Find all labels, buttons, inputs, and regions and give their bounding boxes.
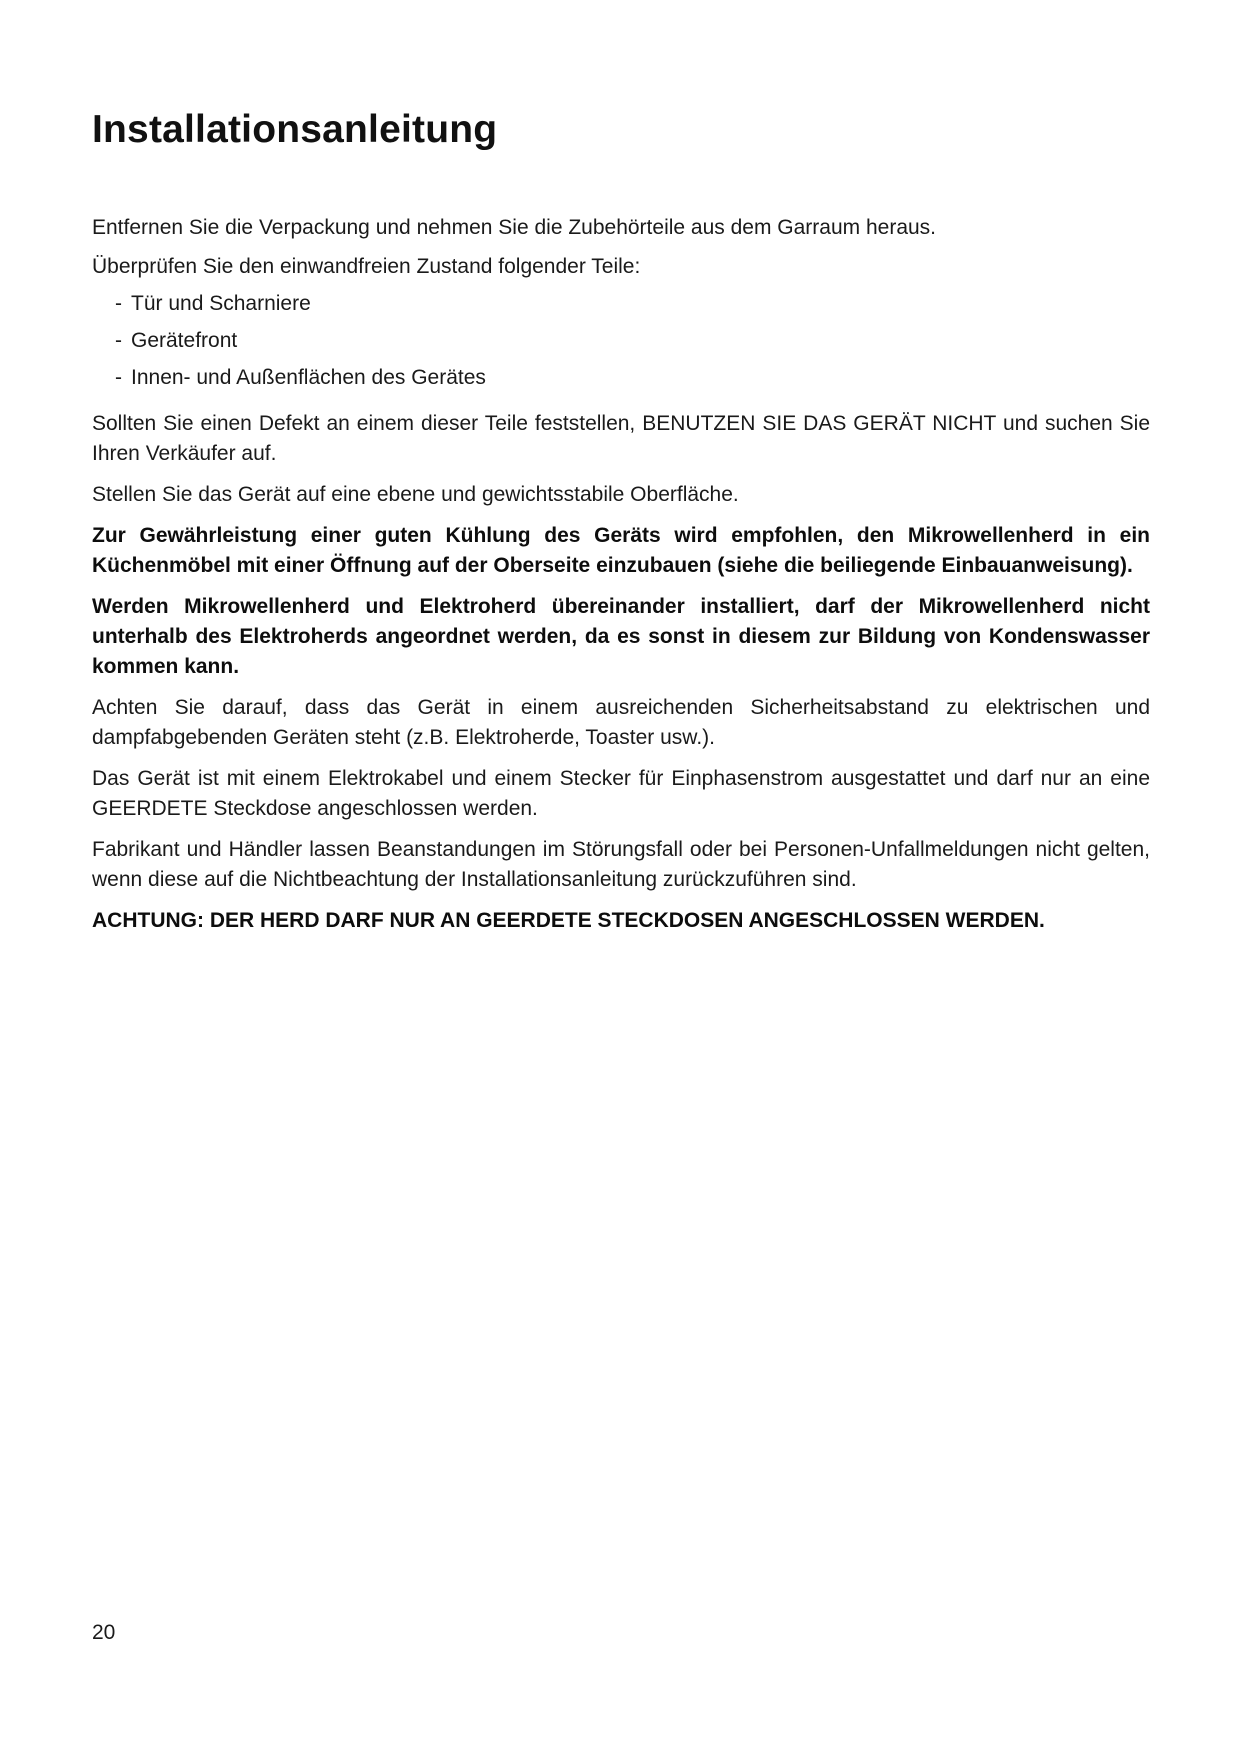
paragraph-defect-warning: Sollten Sie einen Defekt an einem dieser Teile feststellen, BENUTZEN SIE DAS GERÄT NICHT und suchen Sie Ihren Verkäufer auf. (92, 412, 1150, 465)
list-bullet: - (115, 292, 122, 315)
page-number: 20 (92, 1621, 116, 1644)
list-bullet: - (115, 329, 122, 352)
paragraph-remove-packaging: Entfernen Sie die Verpackung und nehmen Sie die Zubehörteile aus dem Garraum heraus. (92, 216, 937, 239)
list-item-text: Tür und Scharniere (131, 292, 311, 315)
list-item (115, 289, 1150, 326)
paragraph-surface: Stellen Sie das Gerät auf eine ebene und gewichtsstabile Oberfläche. (92, 483, 739, 506)
list-item (115, 326, 1150, 363)
paragraph-power-cable: Das Gerät ist mit einem Elektrokabel und einem Stecker für Einphasenstrom ausgestattet und darf nur an eine GEERDETE Steckdose angeschlossen werden. (92, 767, 1150, 820)
list-item-text: Innen- und Außenflächen des Gerätes (131, 366, 486, 389)
paragraph-stacking-note: Werden Mikrowellenherd und Elektroherd übereinander installiert, darf der Mikrowellenherd nicht unterhalb des Elektroherds angeordnet werden, da es sonst in diesem zur Bildung von Kondenswasser kommen kann. (92, 595, 1150, 678)
page-title: Installationsanleitung (92, 108, 498, 151)
paragraph-cooling-note: Zur Gewährleistung einer guten Kühlung des Geräts wird empfohlen, den Mikrowellenherd in ein Küchenmöbel mit einer Öffnung auf der Oberseite einzubauen (siehe die beiliegende Einbauanweisung). (92, 524, 1150, 577)
parts-list (92, 289, 1150, 400)
paragraph-check-parts: Überprüfen Sie den einwandfreien Zustand folgender Teile: (92, 255, 641, 278)
document-body (92, 213, 1150, 947)
list-bullet: - (115, 366, 122, 389)
paragraph-grounding-warning: ACHTUNG: DER HERD DARF NUR AN GEERDETE STECKDOSEN ANGESCHLOSSEN WERDEN. (92, 909, 1045, 932)
list-item-text: Gerätefront (131, 329, 238, 352)
paragraph-liability: Fabrikant und Händler lassen Beanstandungen im Störungsfall oder bei Personen-Unfallmeldungen nicht gelten, wenn diese auf die Nichtbeachtung der Installationsanleitung zurückzuführen sind. (92, 838, 1150, 891)
paragraph-safety-distance: Achten Sie darauf, dass das Gerät in einem ausreichenden Sicherheitsabstand zu elektrischen und dampfabgebenden Geräten steht (z.B. Elektroherde, Toaster usw.). (92, 696, 1150, 749)
list-item (115, 363, 1150, 400)
